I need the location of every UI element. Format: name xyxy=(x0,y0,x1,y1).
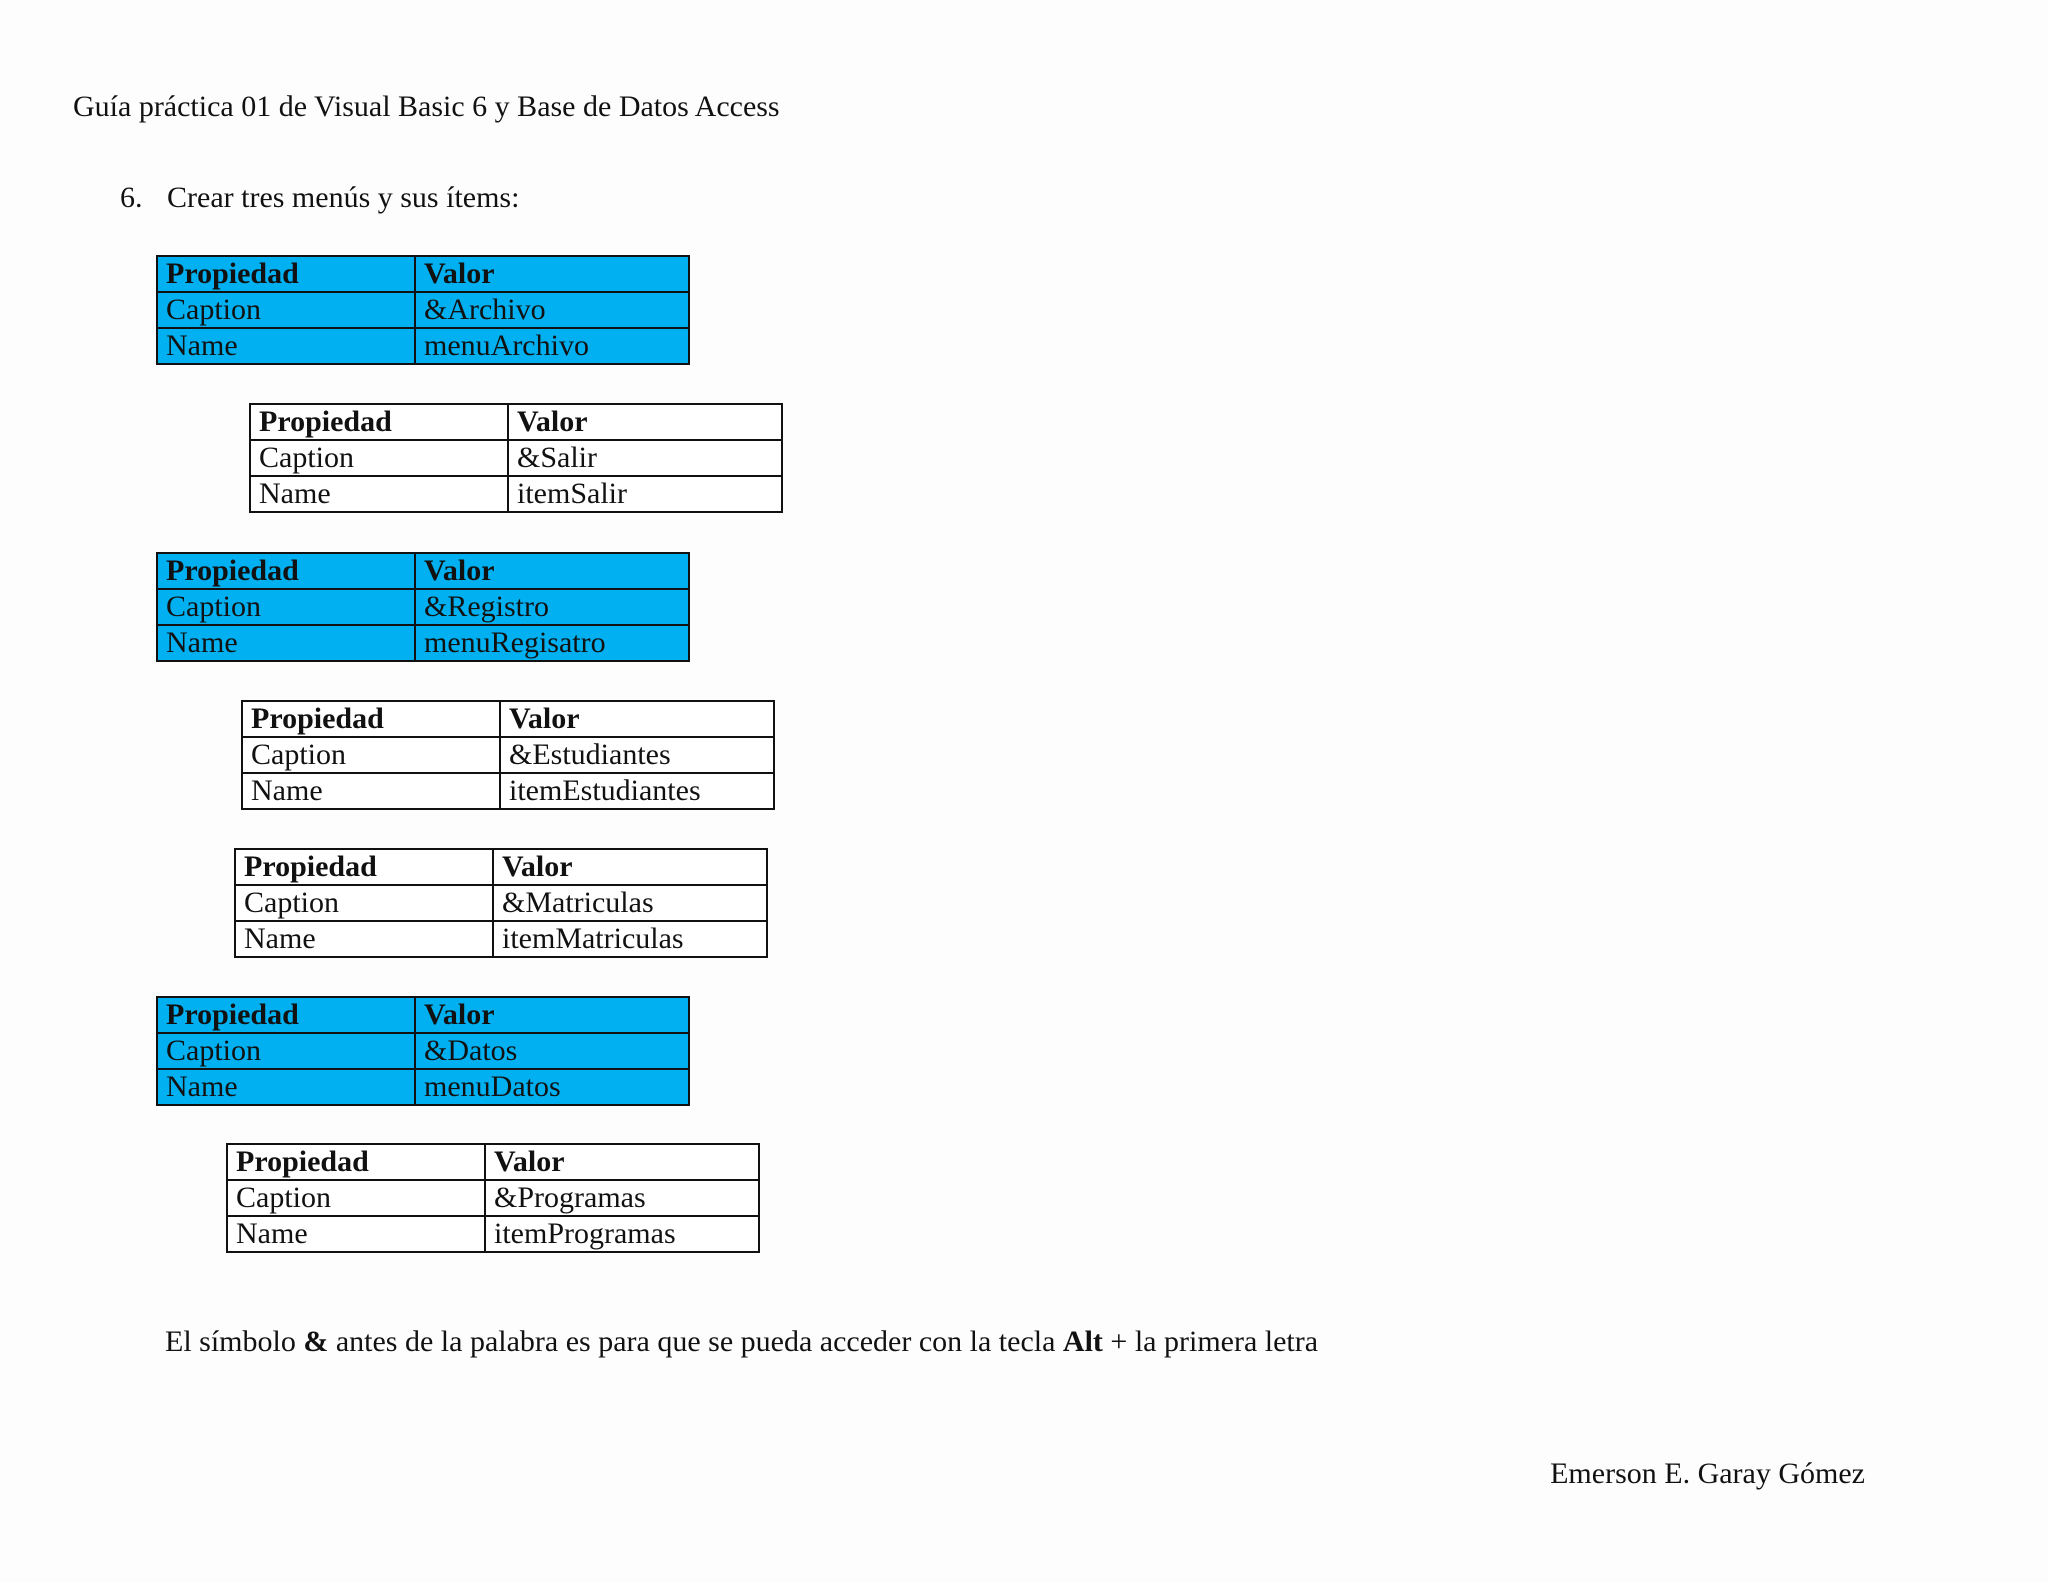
item-matriculas-table xyxy=(234,848,768,958)
header-valor: Valor xyxy=(415,256,689,292)
name-label: Name xyxy=(157,1069,415,1105)
note-symbol: & xyxy=(303,1325,329,1358)
name-label: Name xyxy=(235,921,493,957)
name-label: Name xyxy=(157,328,415,364)
menu-archivo-table xyxy=(156,255,690,365)
caption-value: &Datos xyxy=(415,1033,689,1069)
step-instruction xyxy=(120,181,519,215)
name-value: itemMatriculas xyxy=(493,921,767,957)
header-valor: Valor xyxy=(415,553,689,589)
header-propiedad: Propiedad xyxy=(157,553,415,589)
header-propiedad: Propiedad xyxy=(157,256,415,292)
caption-label: Caption xyxy=(235,885,493,921)
name-value: menuRegisatro xyxy=(415,625,689,661)
note-part3: + la primera letra xyxy=(1102,1325,1319,1358)
name-label: Name xyxy=(250,476,508,512)
header-propiedad: Propiedad xyxy=(242,701,500,737)
name-label: Name xyxy=(242,773,500,809)
note-part1: El símbolo xyxy=(165,1325,304,1358)
name-label: Name xyxy=(227,1216,485,1252)
header-propiedad: Propiedad xyxy=(227,1144,485,1180)
header-valor: Valor xyxy=(485,1144,759,1180)
item-salir-table xyxy=(249,403,783,513)
note-key: Alt xyxy=(1062,1325,1103,1358)
caption-value: &Estudiantes xyxy=(500,737,774,773)
caption-value: &Salir xyxy=(508,440,782,476)
caption-label: Caption xyxy=(242,737,500,773)
menu-registro-table xyxy=(156,552,690,662)
caption-label: Caption xyxy=(157,1033,415,1069)
name-label: Name xyxy=(157,625,415,661)
step-number: 6. xyxy=(120,181,143,214)
menu-datos-table xyxy=(156,996,690,1106)
name-value: itemSalir xyxy=(508,476,782,512)
caption-value: &Archivo xyxy=(415,292,689,328)
header-propiedad: Propiedad xyxy=(235,849,493,885)
note-part2: antes de la palabra es para que se pueda acceder con la tecla xyxy=(328,1325,1063,1358)
name-value: menuDatos xyxy=(415,1069,689,1105)
caption-value: &Programas xyxy=(485,1180,759,1216)
caption-label: Caption xyxy=(250,440,508,476)
name-value: itemEstudiantes xyxy=(500,773,774,809)
name-value: menuArchivo xyxy=(415,328,689,364)
header-propiedad: Propiedad xyxy=(157,997,415,1033)
caption-label: Caption xyxy=(227,1180,485,1216)
caption-label: Caption xyxy=(157,292,415,328)
caption-label: Caption xyxy=(157,589,415,625)
header-valor: Valor xyxy=(415,997,689,1033)
page-title: Guía práctica 01 de Visual Basic 6 y Base de Datos Access xyxy=(73,90,780,123)
step-text: Crear tres menús y sus ítems: xyxy=(167,181,520,214)
name-value: itemProgramas xyxy=(485,1216,759,1252)
item-estudiantes-table xyxy=(241,700,775,810)
header-propiedad: Propiedad xyxy=(250,404,508,440)
author-name: Emerson E. Garay Gómez xyxy=(1550,1457,1865,1490)
caption-value: &Matriculas xyxy=(493,885,767,921)
header-valor: Valor xyxy=(493,849,767,885)
ampersand-note xyxy=(165,1325,1318,1359)
header-valor: Valor xyxy=(508,404,782,440)
caption-value: &Registro xyxy=(415,589,689,625)
item-programas-table xyxy=(226,1143,760,1253)
header-valor: Valor xyxy=(500,701,774,737)
